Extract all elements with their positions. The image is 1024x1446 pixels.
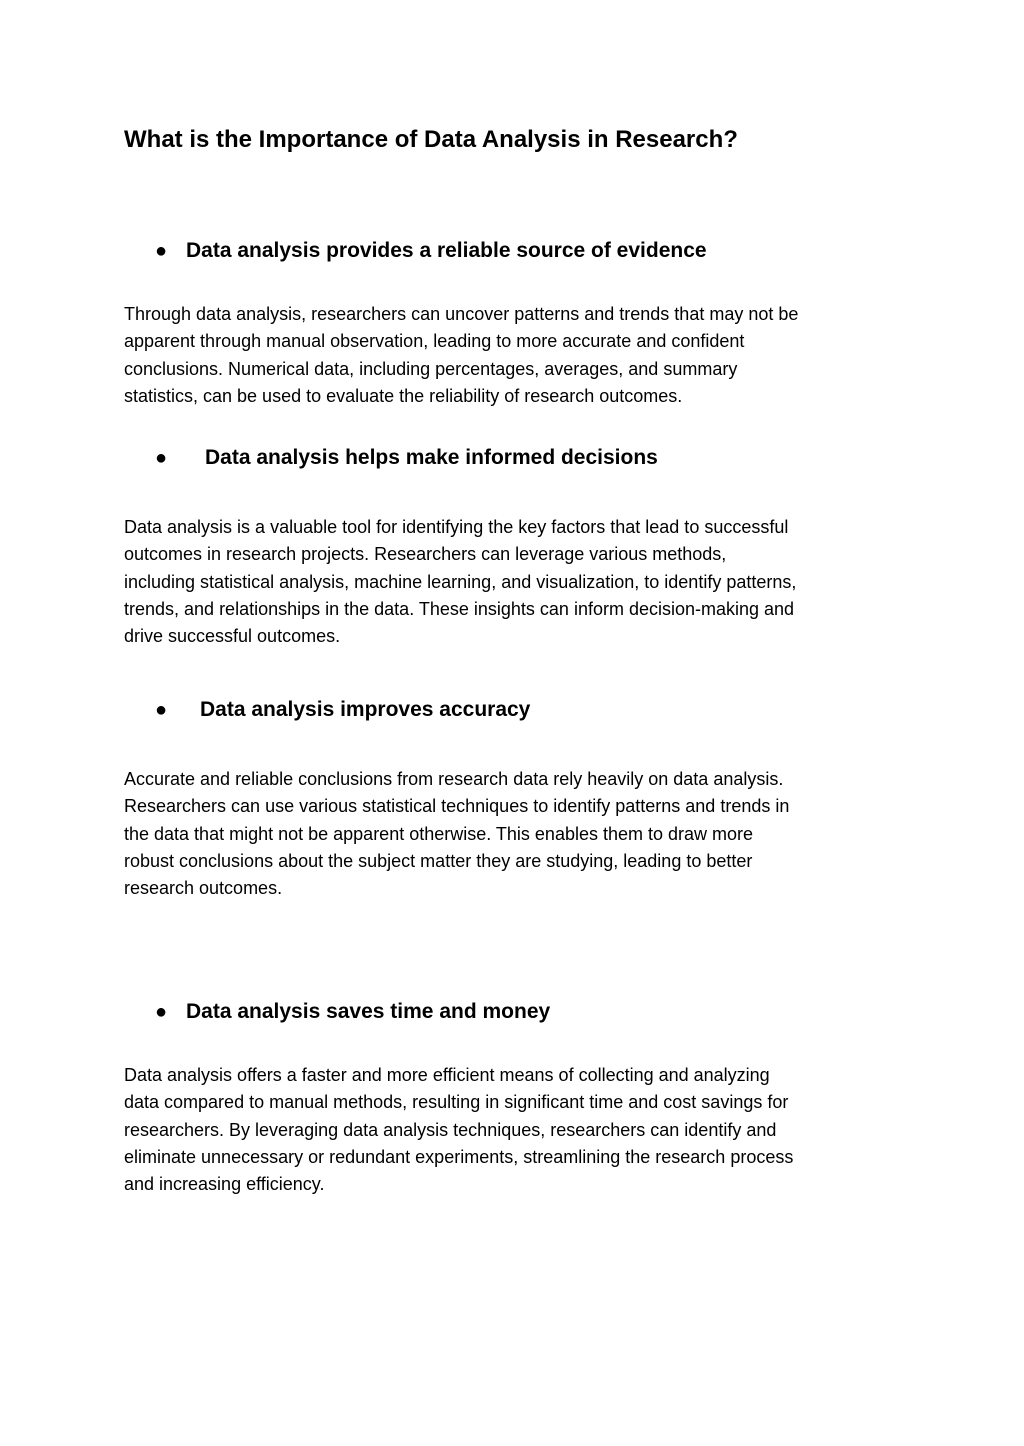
bullet-icon: ● xyxy=(155,1001,168,1023)
paragraph-line: eliminate unnecessary or redundant experiments, streamlining the research process xyxy=(124,1146,794,1167)
bullet-icon: ● xyxy=(155,699,168,721)
section-paragraph-evidence xyxy=(124,301,904,410)
paragraph-line: researchers. By leveraging data analysis techniques, researchers can identify and xyxy=(124,1119,777,1140)
page-title: What is the Importance of Data Analysis in Research? xyxy=(124,126,738,153)
paragraph-line: Data analysis offers a faster and more efficient means of collecting and analyzing xyxy=(124,1065,770,1085)
paragraph-line: drive successful outcomes. xyxy=(124,626,341,647)
paragraph-line: Through data analysis, researchers can uncover patterns and trends that may not be xyxy=(124,304,799,324)
paragraph-line: conclusions. Numerical data, including percentages, averages, and summary xyxy=(124,358,738,379)
paragraph-line: including statistical analysis, machine learning, and visualization, to identify patterns, xyxy=(124,571,797,592)
section-heading-text: Data analysis saves time and money xyxy=(186,1000,551,1023)
paragraph-line: the data that might not be apparent otherwise. This enables them to draw more xyxy=(124,823,754,844)
section-heading-text: Data analysis improves accuracy xyxy=(200,698,531,721)
paragraph-line: trends, and relationships in the data. These insights can inform decision-making and xyxy=(124,598,795,619)
section-heading-text: Data analysis helps make informed decisions xyxy=(205,446,658,469)
section-paragraph-accuracy xyxy=(124,766,904,902)
paragraph-line: data compared to manual methods, resulting in significant time and cost savings for xyxy=(124,1092,789,1113)
paragraph-line: Accurate and reliable conclusions from research data rely heavily on data analysis. xyxy=(124,769,784,789)
paragraph-line: research outcomes. xyxy=(124,878,283,899)
paragraph-line: and increasing efficiency. xyxy=(124,1174,325,1195)
paragraph-line: Data analysis is a valuable tool for identifying the key factors that lead to successful xyxy=(124,517,789,537)
section-heading-text: Data analysis provides a reliable source of evidence xyxy=(186,239,707,262)
paragraph-line: apparent through manual observation, leading to more accurate and confident xyxy=(124,331,745,352)
bullet-icon: ● xyxy=(155,447,168,469)
paragraph-line: Researchers can use various statistical techniques to identify patterns and trends in xyxy=(124,796,790,817)
paragraph-line: robust conclusions about the subject matter they are studying, leading to better xyxy=(124,850,753,871)
paragraph-line: outcomes in research projects. Researchers can leverage various methods, xyxy=(124,544,727,565)
section-paragraph-decisions xyxy=(124,514,904,650)
section-paragraph-time-money xyxy=(124,1062,904,1198)
bullet-icon: ● xyxy=(155,240,168,262)
paragraph-line: statistics, can be used to evaluate the reliability of research outcomes. xyxy=(124,385,683,406)
